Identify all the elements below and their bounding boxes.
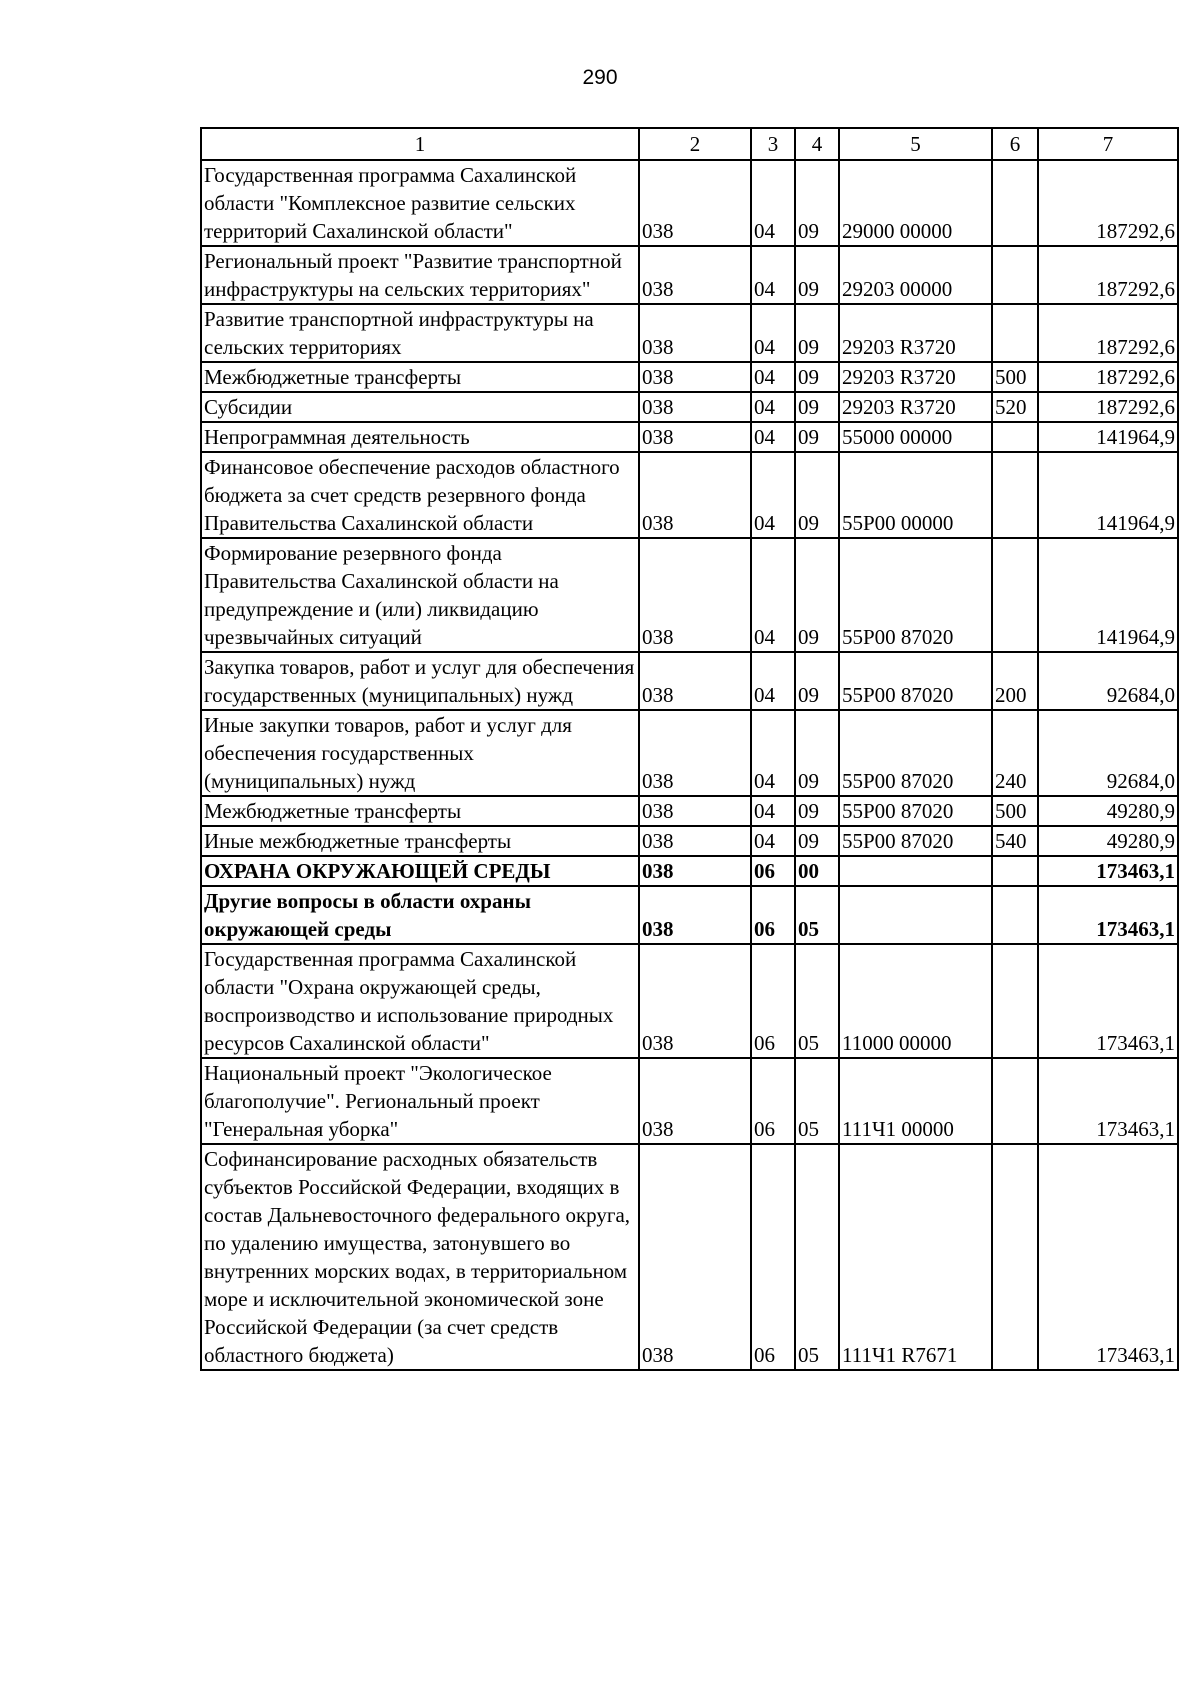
- row-col5-cell: 111Ч1 R7671: [839, 1144, 992, 1370]
- table-row: [201, 1058, 1178, 1144]
- row-amount-cell: 141964,9: [1038, 452, 1178, 538]
- row-col5-cell: [839, 886, 992, 944]
- row-amount-cell: 173463,1: [1038, 1144, 1178, 1370]
- row-col4-cell: 09: [795, 422, 839, 452]
- table-row: [201, 710, 1178, 796]
- table-row: [201, 538, 1178, 652]
- row-name-cell: Закупка товаров, работ и услуг для обеспечения государственных (муниципальных) нужд: [201, 652, 639, 710]
- row-col3-cell: 04: [751, 392, 795, 422]
- row-name-cell: Государственная программа Сахалинской области "Комплексное развитие сельских территорий Сахалинской области": [201, 160, 639, 246]
- row-amount-cell: 173463,1: [1038, 944, 1178, 1058]
- row-col4-cell: 09: [795, 538, 839, 652]
- row-col3-cell: 04: [751, 826, 795, 856]
- row-col6-cell: [992, 1144, 1038, 1370]
- row-amount-cell: 187292,6: [1038, 392, 1178, 422]
- row-col5-cell: 55Р00 87020: [839, 538, 992, 652]
- row-col2-cell: 038: [639, 160, 751, 246]
- row-col3-cell: 04: [751, 796, 795, 826]
- row-col6-cell: [992, 304, 1038, 362]
- row-col6-cell: [992, 944, 1038, 1058]
- row-col4-cell: 05: [795, 1144, 839, 1370]
- row-col2-cell: 038: [639, 538, 751, 652]
- row-col5-cell: 55Р00 00000: [839, 452, 992, 538]
- row-col6-cell: 540: [992, 826, 1038, 856]
- table-row: [201, 160, 1178, 246]
- row-col3-cell: 06: [751, 944, 795, 1058]
- row-name-cell: Финансовое обеспечение расходов областного бюджета за счет средств резервного фонда Правительства Сахалинской области: [201, 452, 639, 538]
- row-name-cell: ОХРАНА ОКРУЖАЮЩЕЙ СРЕДЫ: [201, 856, 639, 886]
- row-col3-cell: 04: [751, 246, 795, 304]
- row-col6-cell: 240: [992, 710, 1038, 796]
- table-body: [201, 160, 1178, 1370]
- row-amount-cell: 49280,9: [1038, 796, 1178, 826]
- table-row: [201, 1144, 1178, 1370]
- page-number: 290: [582, 66, 618, 89]
- table-row: [201, 796, 1178, 826]
- column-header: 2: [639, 128, 751, 160]
- row-name-cell: Иные закупки товаров, работ и услуг для обеспечения государственных (муниципальных) нужд: [201, 710, 639, 796]
- row-col4-cell: 09: [795, 452, 839, 538]
- row-name-cell: Формирование резервного фонда Правительства Сахалинской области на предупреждение и (или) ликвидацию чрезвычайных ситуаций: [201, 538, 639, 652]
- row-col5-cell: 29203 00000: [839, 246, 992, 304]
- row-name-cell: Государственная программа Сахалинской области "Охрана окружающей среды, воспроизводство и использование природных ресурсов Сахалинской области": [201, 944, 639, 1058]
- row-col3-cell: 04: [751, 538, 795, 652]
- row-col3-cell: 04: [751, 710, 795, 796]
- column-header: 1: [201, 128, 639, 160]
- table-row: [201, 826, 1178, 856]
- row-amount-cell: 173463,1: [1038, 886, 1178, 944]
- row-amount-cell: 187292,6: [1038, 160, 1178, 246]
- row-name-cell: Межбюджетные трансферты: [201, 362, 639, 392]
- row-col4-cell: 09: [795, 652, 839, 710]
- row-col3-cell: 04: [751, 452, 795, 538]
- row-col5-cell: 29203 R3720: [839, 362, 992, 392]
- row-col4-cell: 05: [795, 1058, 839, 1144]
- row-col6-cell: [992, 160, 1038, 246]
- row-col4-cell: 09: [795, 246, 839, 304]
- table-row: [201, 392, 1178, 422]
- row-col5-cell: 55Р00 87020: [839, 796, 992, 826]
- row-col3-cell: 04: [751, 304, 795, 362]
- row-amount-cell: 173463,1: [1038, 856, 1178, 886]
- row-col6-cell: [992, 856, 1038, 886]
- row-col4-cell: 09: [795, 796, 839, 826]
- row-col6-cell: [992, 422, 1038, 452]
- row-amount-cell: 141964,9: [1038, 422, 1178, 452]
- row-name-cell: Национальный проект "Экологическое благополучие". Региональный проект "Генеральная уборка": [201, 1058, 639, 1144]
- row-amount-cell: 173463,1: [1038, 1058, 1178, 1144]
- row-amount-cell: 92684,0: [1038, 652, 1178, 710]
- row-name-cell: Развитие транспортной инфраструктуры на сельских территориях: [201, 304, 639, 362]
- row-col5-cell: 29203 R3720: [839, 304, 992, 362]
- row-col6-cell: 500: [992, 796, 1038, 826]
- row-col6-cell: 500: [992, 362, 1038, 392]
- row-col2-cell: 038: [639, 452, 751, 538]
- row-col4-cell: 00: [795, 856, 839, 886]
- row-col4-cell: 09: [795, 362, 839, 392]
- table-row: [201, 652, 1178, 710]
- row-name-cell: Другие вопросы в области охраны окружающей среды: [201, 886, 639, 944]
- row-col3-cell: 06: [751, 1058, 795, 1144]
- column-header: 3: [751, 128, 795, 160]
- row-col6-cell: 520: [992, 392, 1038, 422]
- table-row: [201, 422, 1178, 452]
- column-header: 6: [992, 128, 1038, 160]
- row-name-cell: Субсидии: [201, 392, 639, 422]
- row-col3-cell: 06: [751, 856, 795, 886]
- row-col2-cell: 038: [639, 392, 751, 422]
- row-col5-cell: 11000 00000: [839, 944, 992, 1058]
- column-header: 5: [839, 128, 992, 160]
- row-col2-cell: 038: [639, 710, 751, 796]
- row-col4-cell: 09: [795, 304, 839, 362]
- row-col4-cell: 09: [795, 160, 839, 246]
- row-col2-cell: 038: [639, 796, 751, 826]
- table-row: [201, 452, 1178, 538]
- row-col6-cell: [992, 1058, 1038, 1144]
- row-col2-cell: 038: [639, 886, 751, 944]
- row-name-cell: Непрограммная деятельность: [201, 422, 639, 452]
- row-col5-cell: [839, 856, 992, 886]
- row-col2-cell: 038: [639, 362, 751, 392]
- row-amount-cell: 187292,6: [1038, 246, 1178, 304]
- row-col5-cell: 29203 R3720: [839, 392, 992, 422]
- row-amount-cell: 49280,9: [1038, 826, 1178, 856]
- budget-table: [200, 127, 1179, 1371]
- row-col2-cell: 038: [639, 246, 751, 304]
- row-col2-cell: 038: [639, 856, 751, 886]
- row-amount-cell: 92684,0: [1038, 710, 1178, 796]
- row-amount-cell: 141964,9: [1038, 538, 1178, 652]
- row-col5-cell: 55Р00 87020: [839, 652, 992, 710]
- row-name-cell: Софинансирование расходных обязательств субъектов Российской Федерации, входящих в состав Дальневосточного федерального округа, по удалению имущества, затонувшего во внутренних морских водах, в территориальном море и исключительной экономической зоне Российской Федерации (за счет средств областного бюджета): [201, 1144, 639, 1370]
- row-col6-cell: [992, 452, 1038, 538]
- row-amount-cell: 187292,6: [1038, 362, 1178, 392]
- table-row: [201, 246, 1178, 304]
- column-header: 7: [1038, 128, 1178, 160]
- row-col6-cell: 200: [992, 652, 1038, 710]
- row-amount-cell: 187292,6: [1038, 304, 1178, 362]
- row-col4-cell: 05: [795, 886, 839, 944]
- row-name-cell: Региональный проект "Развитие транспортной инфраструктуры на сельских территориях": [201, 246, 639, 304]
- row-col2-cell: 038: [639, 1058, 751, 1144]
- row-col2-cell: 038: [639, 422, 751, 452]
- row-col2-cell: 038: [639, 826, 751, 856]
- row-col6-cell: [992, 886, 1038, 944]
- row-col3-cell: 06: [751, 886, 795, 944]
- table-header-row: [201, 128, 1178, 160]
- table-row: [201, 304, 1178, 362]
- row-col4-cell: 05: [795, 944, 839, 1058]
- row-col2-cell: 038: [639, 944, 751, 1058]
- row-col5-cell: 55000 00000: [839, 422, 992, 452]
- column-header: 4: [795, 128, 839, 160]
- row-col2-cell: 038: [639, 1144, 751, 1370]
- table-row: [201, 944, 1178, 1058]
- row-col3-cell: 04: [751, 160, 795, 246]
- row-col5-cell: 29000 00000: [839, 160, 992, 246]
- row-col4-cell: 09: [795, 710, 839, 796]
- row-col2-cell: 038: [639, 304, 751, 362]
- row-col3-cell: 04: [751, 422, 795, 452]
- row-col3-cell: 04: [751, 652, 795, 710]
- row-col6-cell: [992, 246, 1038, 304]
- row-col2-cell: 038: [639, 652, 751, 710]
- row-col4-cell: 09: [795, 392, 839, 422]
- row-col5-cell: 55Р00 87020: [839, 826, 992, 856]
- row-col5-cell: 55Р00 87020: [839, 710, 992, 796]
- row-col3-cell: 06: [751, 1144, 795, 1370]
- table-row: [201, 362, 1178, 392]
- row-name-cell: Иные межбюджетные трансферты: [201, 826, 639, 856]
- row-name-cell: Межбюджетные трансферты: [201, 796, 639, 826]
- row-col4-cell: 09: [795, 826, 839, 856]
- row-col6-cell: [992, 538, 1038, 652]
- table-row: [201, 886, 1178, 944]
- row-col3-cell: 04: [751, 362, 795, 392]
- row-col5-cell: 111Ч1 00000: [839, 1058, 992, 1144]
- table-row: [201, 856, 1178, 886]
